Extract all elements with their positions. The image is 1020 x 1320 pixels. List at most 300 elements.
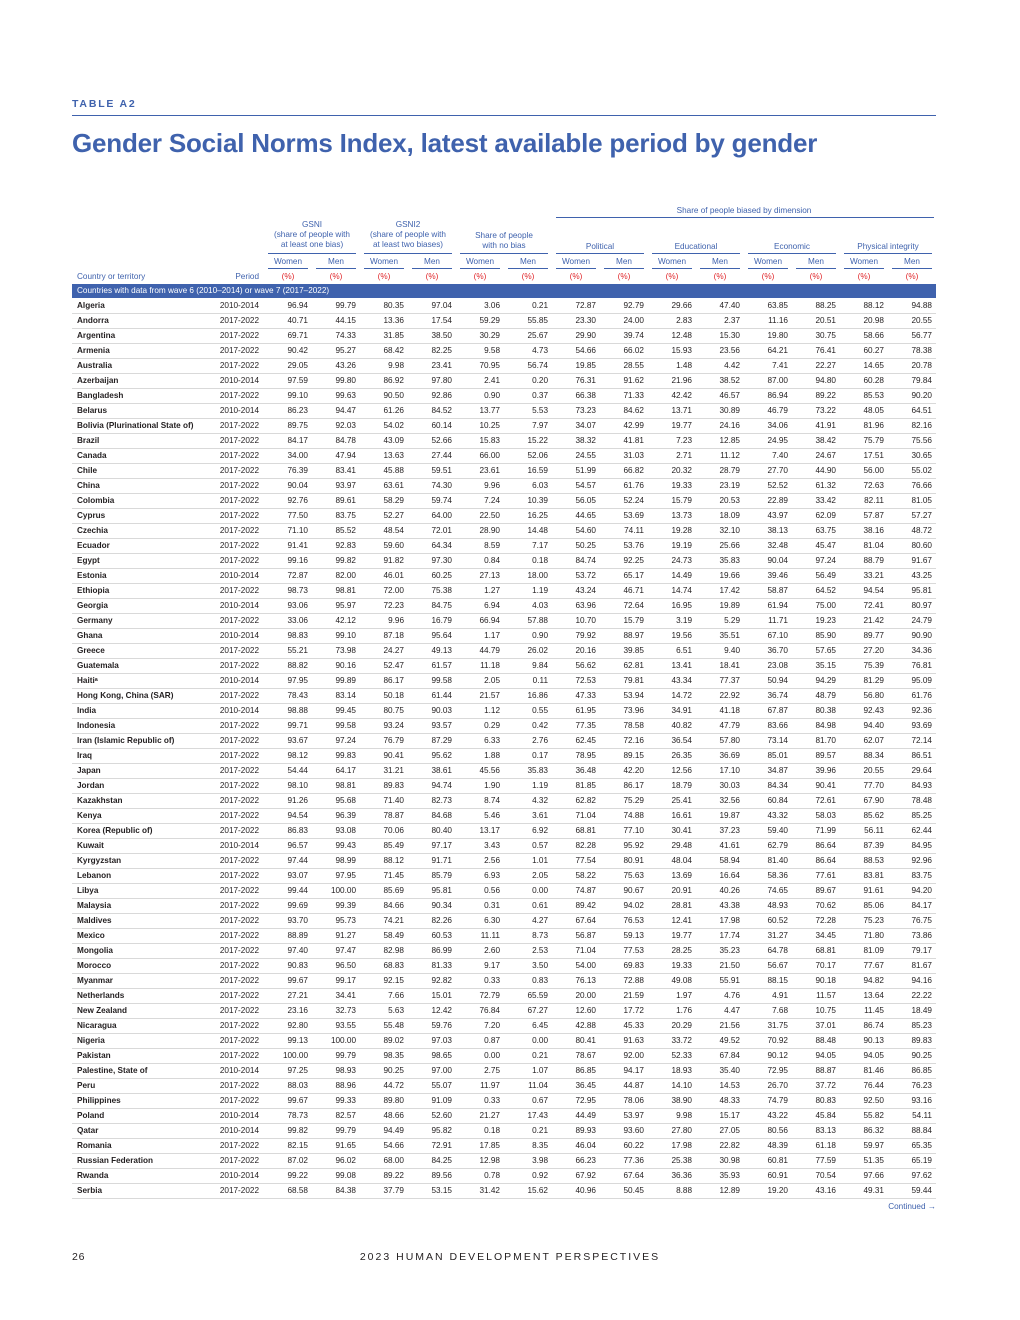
period-cell: 2010-2014 [219,631,259,640]
value-cell: 35.23 [719,946,740,955]
value-cell: 21.50 [719,961,740,970]
value-cell: 17.54 [431,316,452,325]
value-cell: 89.67 [815,886,836,895]
table-row [72,1079,936,1094]
unit-label: (%) [281,272,295,281]
value-cell: 61.76 [623,481,644,490]
value-cell: 0.92 [532,1171,548,1180]
value-cell: 95.68 [335,796,356,805]
value-cell: 16.64 [719,871,740,880]
value-cell: 21.96 [671,376,692,385]
value-cell: 17.42 [719,586,740,595]
value-cell: 93.57 [431,721,452,730]
value-cell: 78.58 [623,721,644,730]
value-cell: 75.79 [863,436,884,445]
value-cell: 40.71 [287,316,308,325]
value-cell: 99.33 [335,1096,356,1105]
value-cell: 77.53 [623,946,644,955]
value-cell: 65.17 [623,571,644,580]
value-cell: 28.90 [479,526,500,535]
value-cell: 90.34 [431,901,452,910]
value-cell: 12.60 [575,1006,596,1015]
value-cell: 13.17 [479,826,500,835]
value-cell: 1.17 [484,631,500,640]
value-cell: 13.64 [863,991,884,1000]
value-cell: 3.06 [484,301,500,310]
table-row [72,419,936,434]
educational-header: Educational [674,242,718,251]
value-cell: 0.21 [532,1051,548,1060]
value-cell: 47.33 [575,691,596,700]
value-cell: 55.07 [431,1081,452,1090]
table-row [72,314,936,329]
value-cell: 78.06 [623,1096,644,1105]
value-cell: 18.79 [671,781,692,790]
value-cell: 30.41 [671,826,692,835]
value-cell: 13.71 [671,406,692,415]
country-cell: Hong Kong, China (SAR) [77,691,174,700]
value-cell: 15.17 [719,1111,740,1120]
value-cell: 80.75 [383,706,404,715]
value-cell: 23.61 [479,466,500,475]
value-cell: 71.45 [383,871,404,880]
table-row [72,794,936,809]
value-cell: 36.45 [575,1081,596,1090]
country-cell: Brazil [77,436,100,445]
group-rule [460,253,548,254]
value-cell: 32.48 [767,541,788,550]
value-cell: 43.09 [383,436,404,445]
value-cell: 4.73 [532,346,548,355]
value-cell: 97.17 [431,841,452,850]
value-cell: 99.45 [335,706,356,715]
value-cell: 19.66 [719,571,740,580]
country-cell: Russian Federation [77,1156,153,1165]
value-cell: 0.21 [532,301,548,310]
value-cell: 90.20 [911,391,932,400]
value-cell: 11.71 [768,616,788,625]
value-cell: 30.65 [911,451,932,460]
value-cell: 97.95 [335,871,356,880]
period-cell: 2017-2022 [219,481,259,490]
value-cell: 94.80 [815,376,836,385]
value-cell: 65.59 [527,991,548,1000]
value-cell: 99.63 [335,391,356,400]
value-cell: 58.87 [767,586,788,595]
value-cell: 93.24 [383,721,404,730]
unit-label: (%) [473,272,487,281]
value-cell: 34.36 [911,646,932,655]
value-cell: 8.74 [484,796,500,805]
value-cell: 98.99 [335,856,356,865]
value-cell: 1.19 [532,781,548,790]
value-cell: 72.95 [767,1066,788,1075]
value-cell: 37.79 [383,1186,404,1195]
table-row [72,809,936,824]
value-cell: 35.51 [719,631,740,640]
value-cell: 19.89 [719,601,740,610]
subheader-rule [268,268,308,269]
table-row [72,659,936,674]
value-cell: 30.03 [719,781,740,790]
value-cell: 36.69 [719,751,740,760]
value-cell: 94.49 [383,1126,404,1135]
value-cell: 46.71 [623,586,644,595]
country-cell: Bangladesh [77,391,124,400]
value-cell: 74.65 [767,886,788,895]
value-cell: 53.69 [623,511,644,520]
value-cell: 14.72 [671,691,692,700]
value-cell: 78.38 [911,346,932,355]
subheader-rule [844,268,884,269]
period-cell: 2010-2014 [219,301,259,310]
value-cell: 85.06 [863,901,884,910]
value-cell: 56.05 [575,496,596,505]
period-cell: 2017-2022 [219,616,259,625]
value-cell: 87.18 [383,631,404,640]
value-cell: 72.53 [575,676,596,685]
unit-label: (%) [905,272,919,281]
value-cell: 92.83 [335,541,356,550]
value-cell: 94.40 [863,721,884,730]
value-cell: 94.05 [815,1051,836,1060]
value-cell: 79.92 [575,631,596,640]
value-cell: 64.78 [767,946,788,955]
value-cell: 88.89 [287,931,308,940]
value-cell: 5.46 [484,811,500,820]
men-subheader: Men [904,257,920,266]
value-cell: 72.23 [383,601,404,610]
value-cell: 75.23 [863,916,884,925]
value-cell: 49.31 [863,1186,884,1195]
country-cell: Pakistan [77,1051,111,1060]
value-cell: 86.85 [575,1066,596,1075]
value-cell: 41.61 [719,841,740,850]
value-cell: 17.85 [479,1141,500,1150]
country-cell: Nigeria [77,1036,105,1045]
value-cell: 95.92 [623,841,644,850]
value-cell: 91.41 [287,541,308,550]
value-cell: 71.33 [623,391,644,400]
value-cell: 76.53 [623,916,644,925]
period-cell: 2010-2014 [219,1111,259,1120]
value-cell: 43.26 [335,361,356,370]
value-cell: 4.42 [724,361,740,370]
value-cell: 0.87 [484,1036,500,1045]
country-cell: Romania [77,1141,112,1150]
economic-header: Economic [774,242,810,251]
value-cell: 76.75 [911,916,932,925]
value-cell: 19.28 [671,526,692,535]
subheader-rule [652,268,692,269]
value-cell: 94.20 [911,886,932,895]
value-cell: 58.29 [383,496,404,505]
table-row [72,539,936,554]
value-cell: 46.01 [383,571,404,580]
value-cell: 11.18 [480,661,500,670]
period-cell: 2017-2022 [219,646,259,655]
value-cell: 34.41 [335,991,356,1000]
value-cell: 19.56 [671,631,692,640]
value-cell: 47.79 [719,721,740,730]
value-cell: 87.02 [287,1156,308,1165]
value-cell: 52.27 [383,511,404,520]
value-cell: 0.20 [532,376,548,385]
value-cell: 94.82 [863,976,884,985]
value-cell: 72.95 [575,1096,596,1105]
value-cell: 82.26 [431,916,452,925]
value-cell: 8.88 [676,1186,692,1195]
value-cell: 100.00 [282,1051,308,1060]
value-cell: 93.97 [335,481,356,490]
value-cell: 38.13 [767,526,788,535]
country-cell: Korea (Republic of) [77,826,153,835]
value-cell: 61.94 [767,601,788,610]
period-cell: 2010-2014 [219,841,259,850]
table-row [72,1184,936,1199]
value-cell: 86.32 [863,1126,884,1135]
value-cell: 18.93 [671,1066,692,1075]
value-cell: 91.26 [287,796,308,805]
value-cell: 92.86 [431,391,452,400]
value-cell: 84.38 [335,1186,356,1195]
value-cell: 90.04 [767,556,788,565]
value-cell: 70.95 [479,361,500,370]
value-cell: 94.16 [911,976,932,985]
value-cell: 34.45 [815,931,836,940]
value-cell: 97.59 [287,376,308,385]
table-row [72,299,936,314]
value-cell: 54.57 [575,481,596,490]
value-cell: 46.79 [767,406,788,415]
value-cell: 79.17 [911,946,932,955]
value-cell: 84.66 [383,901,404,910]
value-cell: 20.91 [671,886,692,895]
value-cell: 63.96 [575,601,596,610]
political-header: Political [585,242,615,251]
value-cell: 0.33 [484,1096,500,1105]
value-cell: 93.69 [911,721,932,730]
value-cell: 63.61 [383,481,404,490]
value-cell: 99.82 [287,1126,308,1135]
table-row [72,1124,936,1139]
value-cell: 4.27 [532,916,548,925]
value-cell: 85.01 [767,751,788,760]
value-cell: 0.00 [532,1036,548,1045]
value-cell: 68.83 [383,961,404,970]
value-cell: 1.01 [532,856,548,865]
country-cell: Cyprus [77,511,106,520]
period-cell: 2017-2022 [219,901,259,910]
value-cell: 59.13 [623,931,644,940]
value-cell: 67.10 [767,631,788,640]
value-cell: 18.00 [527,571,548,580]
value-cell: 72.87 [287,571,308,580]
table-row [72,359,936,374]
subheader-rule [316,268,356,269]
period-cell: 2017-2022 [219,436,259,445]
value-cell: 71.10 [287,526,308,535]
value-cell: 68.00 [383,1156,404,1165]
value-cell: 85.90 [815,631,836,640]
country-cell: Myanmar [77,976,113,985]
value-cell: 1.88 [484,751,500,760]
value-cell: 96.94 [287,301,308,310]
country-cell: Czechia [77,526,108,535]
value-cell: 48.79 [815,691,836,700]
value-cell: 85.23 [911,1021,932,1030]
country-cell: China [77,481,100,490]
unit-label: (%) [569,272,583,281]
country-cell: Andorra [77,316,109,325]
value-cell: 60.84 [767,796,788,805]
table-row [72,569,936,584]
table-row [72,704,936,719]
women-subheader: Women [561,257,591,266]
value-cell: 82.16 [911,421,932,430]
table-row [72,1094,936,1109]
value-cell: 89.22 [383,1171,404,1180]
value-cell: 4.32 [532,796,548,805]
value-cell: 89.15 [623,751,644,760]
value-cell: 77.50 [287,511,308,520]
value-cell: 2.75 [484,1066,500,1075]
value-cell: 26.02 [527,646,548,655]
unit-label: (%) [329,272,343,281]
value-cell: 84.25 [431,1156,452,1165]
value-cell: 20.55 [911,316,932,325]
value-cell: 68.42 [383,346,404,355]
value-cell: 95.82 [431,1126,452,1135]
value-cell: 52.60 [431,1111,452,1120]
value-cell: 33.06 [287,616,308,625]
value-cell: 89.93 [575,1126,596,1135]
value-cell: 71.04 [575,946,596,955]
value-cell: 62.07 [863,736,884,745]
value-cell: 97.44 [287,856,308,865]
value-cell: 35.83 [527,766,548,775]
value-cell: 48.33 [719,1096,740,1105]
value-cell: 32.56 [719,796,740,805]
value-cell: 56.77 [911,331,932,340]
value-cell: 16.86 [527,691,548,700]
value-cell: 64.51 [911,406,932,415]
table-row [72,1154,936,1169]
table-row [72,899,936,914]
value-cell: 58.94 [719,856,740,865]
country-cell: Qatar [77,1126,99,1135]
table-label: TABLE A2 [72,98,137,110]
value-cell: 67.87 [767,706,788,715]
value-cell: 50.94 [767,676,788,685]
country-cell: Kazakhstan [77,796,123,805]
value-cell: 92.82 [431,976,452,985]
value-cell: 1.07 [532,1066,548,1075]
value-cell: 86.85 [911,1066,932,1075]
value-cell: 99.10 [335,631,356,640]
value-cell: 55.85 [527,316,548,325]
value-cell: 91.82 [383,556,404,565]
value-cell: 84.17 [911,901,932,910]
value-cell: 15.79 [671,496,692,505]
value-cell: 52.06 [527,451,548,460]
period-cell: 2017-2022 [219,1036,259,1045]
value-cell: 78.73 [287,1111,308,1120]
women-subheader: Women [465,257,495,266]
value-cell: 97.80 [431,376,452,385]
value-cell: 21.56 [719,1021,740,1030]
value-cell: 86.92 [383,376,404,385]
value-cell: 7.66 [388,991,404,1000]
value-cell: 10.25 [479,421,500,430]
value-cell: 93.07 [287,871,308,880]
value-cell: 20.78 [911,361,932,370]
value-cell: 29.64 [911,766,932,775]
value-cell: 92.79 [623,301,644,310]
value-cell: 98.12 [287,751,308,760]
country-cell: Nicaragua [77,1021,117,1030]
value-cell: 99.58 [431,676,452,685]
table-row [72,779,936,794]
value-cell: 33.72 [671,1036,692,1045]
period-cell: 2010-2014 [219,571,259,580]
value-cell: 4.47 [724,1006,740,1015]
table-row [72,479,936,494]
value-cell: 49.52 [719,1036,740,1045]
table-row [72,824,936,839]
value-cell: 14.10 [671,1081,692,1090]
page-number: 26 [72,1251,86,1263]
value-cell: 87.29 [431,736,452,745]
value-cell: 8.59 [484,541,500,550]
period-cell: 2017-2022 [219,781,259,790]
value-cell: 88.84 [911,1126,932,1135]
country-cell: Mongolia [77,946,113,955]
value-cell: 99.17 [335,976,356,985]
value-cell: 70.92 [767,1036,788,1045]
subheader-rule [892,268,932,269]
country-cell: Greece [77,646,105,655]
value-cell: 56.80 [863,691,884,700]
value-cell: 52.66 [431,436,452,445]
value-cell: 91.27 [335,931,356,940]
value-cell: 6.93 [484,871,500,880]
value-cell: 76.23 [911,1081,932,1090]
value-cell: 73.22 [815,406,836,415]
value-cell: 33.42 [815,496,836,505]
value-cell: 3.98 [532,1156,548,1165]
value-cell: 56.87 [575,931,596,940]
value-cell: 23.16 [287,1006,308,1015]
value-cell: 61.18 [815,1141,836,1150]
value-cell: 34.91 [671,706,692,715]
value-cell: 80.40 [431,826,452,835]
table-row [72,389,936,404]
value-cell: 27.21 [287,991,308,1000]
table-row [72,404,936,419]
value-cell: 78.48 [911,796,932,805]
value-cell: 17.98 [671,1141,692,1150]
value-cell: 34.06 [767,421,788,430]
value-cell: 2.53 [532,946,548,955]
value-cell: 60.14 [431,421,452,430]
value-cell: 74.33 [335,331,356,340]
value-cell: 48.66 [383,1111,404,1120]
value-cell: 12.41 [671,916,692,925]
value-cell: 81.09 [863,946,884,955]
value-cell: 28.81 [671,901,692,910]
value-cell: 77.61 [815,871,836,880]
